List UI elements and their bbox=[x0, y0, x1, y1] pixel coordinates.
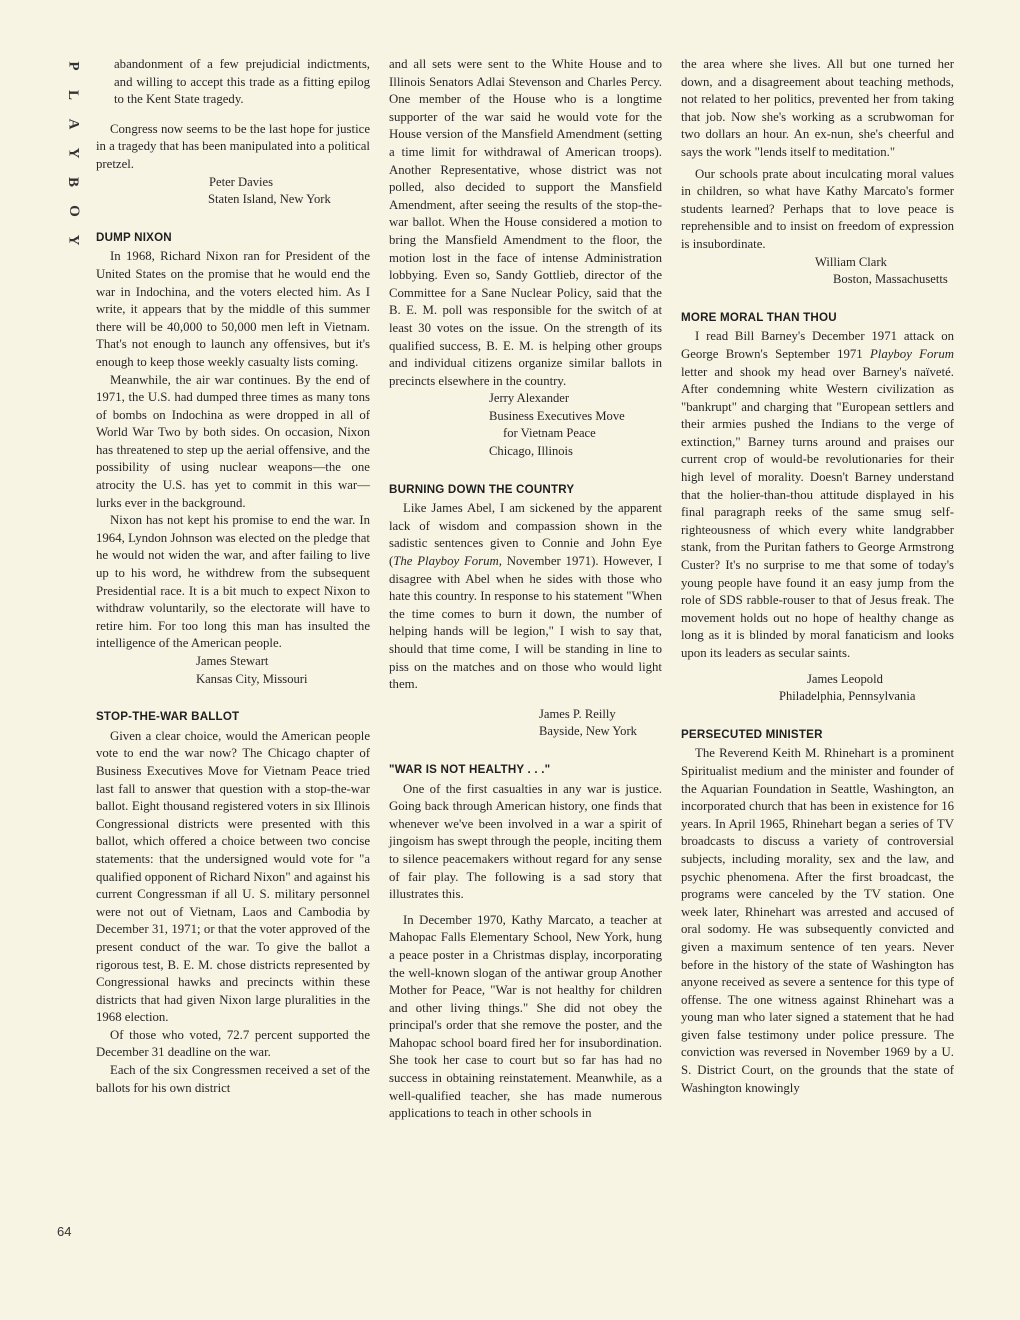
masthead-letter: O bbox=[65, 205, 82, 218]
masthead-letter: L bbox=[65, 89, 82, 102]
letter-paragraph: In December 1970, Kathy Marcato, a teacher at Mahopac Falls Elementary School, New York, hung a peace poster in a Christmas display, incorporating the well-known slogan of the antiwar group Another Mother for Peace, "War is not healthy for children and other living things." She did not obey the principal's order that she remove the poster, and the Mahopac school board fired her for insubordination. She took her case to court but so far has had no success in obtaining reinstatement. Meanwhile, as a well-qualified teacher, she has made numerous applications to teach in other schools in bbox=[389, 912, 662, 1121]
letter-paragraph: and all sets were sent to the White House and to Illinois Senators Adlai Stevenson and Charles Percy. One member of the House who is a longtime supporter of the war said he would vote for the House version of the Mansfield Amendment (setting a time limit for withdrawal of American troops). Another Representative, whose district was not polled, also decided to support the Mansfield Amendment, after seeing the results of the stop-the-war ballot. When the House considered a motion to bring the Mansfield Amendment to the floor, the motion lost in the face of intense Administration lobbying. Even so, Sandy Gottlieb, director of the Committee for a Sane Nuclear Policy, said that the B. E. M. poll was responsible for the switch of at least 30 votes on the issue. On the strength of its qualified success, B. E. M. is helping other groups and individual citizens organize similar ballots in precincts elsewhere in the country. bbox=[389, 57, 662, 388]
letter-paragraph: Our schools prate about inculcating moral values in children, so what have Kathy Marcato's former students learned? Perhaps that to love peace is reprehensible and to insist on freedom of expression is insubordinate. bbox=[681, 166, 954, 251]
letter-paragraph: Congress now seems to be the last hope for justice in a tragedy that has been manipulated into a political pretzel. bbox=[96, 121, 370, 171]
letter-paragraph: the area where she lives. All but one turned her down, and a disagreement about teaching methods, not related to her politics, prevented her from taking that job. Now she's working as a scrubwoman for two dollars an hour. An ex-nun, she's cheerful and says the work "lends itself to meditation." bbox=[681, 57, 954, 159]
signature-location: Staten Island, New York bbox=[208, 192, 331, 207]
letter-paragraph: Each of the six Congressmen received a set of the ballots for his own district bbox=[96, 1063, 370, 1095]
text-run: I read Bill Barney's December 1971 attack on George Brown's September 1971 bbox=[681, 329, 954, 361]
letter-paragraph: Nixon has not kept his promise to end the war. In 1964, Lyndon Johnson was elected on the pledge that he would not widen the war, and after failing to live up to his word, he withdrew from the subsequent Presidential race. It is a bit much to expect Nixon to withdraw voluntarily, so the electorate will have to retire him. For too long this man has insulted the intelligence of the American people. bbox=[96, 513, 370, 651]
signature-org: for Vietnam Peace bbox=[503, 426, 596, 441]
text-run: November 1971). However, I disagree with Abel when he sides with those who hate this country. In response to his statement "When the time comes to burn it down, the number of helping hands will be legion," I wish to say that, should that time come, I will be standing in line to piss on the matches and on those who would light them. bbox=[389, 554, 662, 692]
signature-name: James Stewart bbox=[196, 654, 269, 668]
section-heading-dump-nixon: DUMP NIXON bbox=[96, 230, 172, 244]
letter-paragraph: abandonment of a few prejudicial indictments, and willing to accept this trade as a fitting epilog to the Kent State tragedy. bbox=[114, 57, 370, 107]
playboy-vertical-masthead bbox=[63, 52, 83, 255]
publication-title: The Playboy Forum, bbox=[393, 554, 502, 569]
text-run: Like James Abel, I am sickened by the apparent lack of wisdom and compassion shown in the sadistic sentences given to Connie and John Eye ( bbox=[389, 501, 662, 569]
masthead-letter: Y bbox=[65, 234, 82, 247]
section-heading-more-moral-than-thou: MORE MORAL THAN THOU bbox=[681, 310, 837, 324]
letter-paragraph: Of those who voted, 72.7 percent supported the December 31 deadline on the war. bbox=[96, 1027, 370, 1060]
signature-name: James P. Reilly bbox=[539, 706, 616, 721]
masthead-letter: A bbox=[65, 118, 82, 131]
masthead-letter: B bbox=[65, 176, 82, 189]
signature-location: Bayside, New York bbox=[539, 724, 637, 739]
masthead-letter: Y bbox=[65, 147, 82, 160]
signature-name: William Clark bbox=[815, 254, 887, 269]
signature-location: Chicago, Illinois bbox=[489, 444, 573, 459]
column-1 bbox=[96, 56, 370, 1097]
column-2 bbox=[389, 56, 662, 1123]
signature-name: Jerry Alexander bbox=[489, 391, 570, 406]
letter-paragraph: Given a clear choice, would the American people vote to end the war now? The Chicago chapter of Business Executives Move for Vietnam Peace tried last fall to answer that question with a stop-the-war ballot. Eight thousand registered voters in six Illinois Congressional districts were presented with this ballot, which offered a choice between two concise statements: that the undersigned would vote for "a qualified opponent of Richard Nixon" and against his current Congressman if all U. S. military personnel were not out of Vietnam, Laos and Cambodia by December 31, 1971; or that the voter approved of the present conduct of the war. To give the ballot a rigorous test, B. E. M. chose districts represented by Congressional hawks and precincts within these districts that had given Nixon large pluralities in the 1968 election. bbox=[96, 728, 370, 1025]
section-heading-war-is-not-healthy: "WAR IS NOT HEALTHY . . ." bbox=[389, 762, 551, 776]
section-heading-burning-down-the-country: BURNING DOWN THE COUNTRY bbox=[389, 482, 575, 496]
letter-paragraph bbox=[389, 500, 662, 694]
signature-org: Business Executives Move bbox=[489, 408, 625, 423]
signature-name: James Leopold bbox=[807, 671, 883, 686]
letter-paragraph: The Reverend Keith M. Rhinehart is a prominent Spiritualist medium and the minister and founder of the Aquarian Foundation in Seattle, Washington, an incorporated church that has been in existence for 16 years. In April 1965, Rhinehart began a series of TV broadcasts to discuss a variety of controversial subjects, including morality, sex and the law, and psychic phenomena. After the first broadcast, the programs were canceled by the TV station. One week later, Rhinehart was arrested and accused of oral sodomy. He was subsequently convicted and given a maximum sentence of ten years. Never before in the history of the state of Washington has anyone received as severe a sentence for this type of offense. The one witness against Rhinehart was a young man who later signed a statement that he had given false testimony under police pressure. The conviction was reversed in November 1969 by a U. S. District Court, on the grounds that the state of Washington knowingly bbox=[681, 746, 954, 1095]
section-heading-stop-the-war-ballot: STOP-THE-WAR BALLOT bbox=[96, 710, 240, 724]
signature-location: Philadelphia, Pennsylvania bbox=[779, 689, 916, 704]
signature-name: Peter Davies bbox=[209, 174, 273, 189]
letter-paragraph bbox=[681, 328, 954, 662]
section-heading-persecuted-minister: PERSECUTED MINISTER bbox=[681, 727, 823, 741]
letter-paragraph: In 1968, Richard Nixon ran for President of the United States on the promise that he would end the war in Indochina, and the voters elected him. As I write, it appears that by the middle of this summer there will be 40,000 to 50,000 men left in Vietnam. That's not enough to launch any offensives, but it's enough to keep those weekly casualty lists coming. bbox=[96, 249, 370, 369]
masthead-letter: P bbox=[65, 61, 82, 72]
column-3 bbox=[681, 56, 954, 1097]
letter-paragraph: Meanwhile, the air war continues. By the end of 1971, the U.S. had dumped three times as many tons of bombs on Indochina as were dropped in all of World War Two by both sides. On occasion, Nixon has threatened to step up the aerial offensive, and the possibility of using nuclear weapons—the one atrocity the U.S. has yet to commit in this war—lurks ever in the background. bbox=[96, 372, 370, 510]
signature-location: Kansas City, Missouri bbox=[196, 671, 308, 686]
page-number: 64 bbox=[57, 1224, 72, 1239]
letter-paragraph: One of the first casualties in any war is justice. Going back through American history, one finds that whenever we've been involved in a war a spirit of jingoism has swept through the people, inciting them to silence peacemakers without regard for any sense of fair play. The following is a sad story that illustrates this. bbox=[389, 781, 662, 902]
signature-location: Boston, Massachusetts bbox=[833, 272, 948, 287]
publication-title: Playboy Forum bbox=[869, 346, 954, 361]
text-run: letter and shook my head over Barney's naïveté. After condemning white Western civilization as "bankrupt" and charging that "European settlers and their armies pushed the Indians to the verge of extinction," Barney turns around and praises our current crop of would-be revolutionaries for their high level of morality. Doesn't Barney understand that the holier-than-thou attitude displayed in his final paragraph reeks of the same smug self-righteousness of which every white landgrabber stank, from the Puritan fathers to George Armstrong Custer? It's no surprise to me that some of today's young people have found it an easy jump from the role of SDS rabble-rouser to that of Jesus freak. The movement holds out no hope of healthy change as long as it is blinded by moral fanaticism and looks upon its leaders as secular saints. bbox=[681, 364, 954, 660]
